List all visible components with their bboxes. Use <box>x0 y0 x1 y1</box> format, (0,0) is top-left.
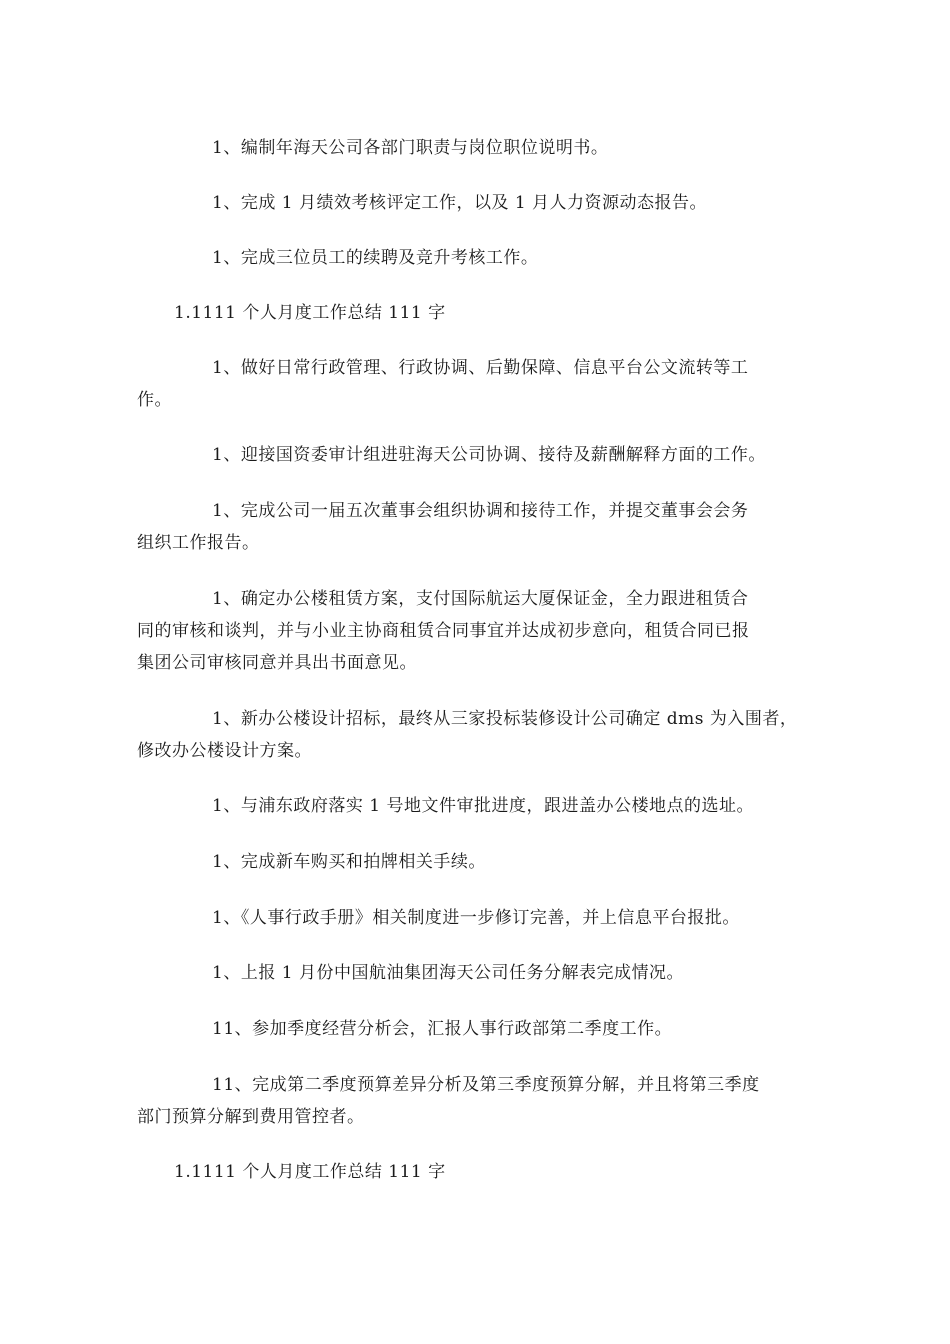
paragraph-line: 1、完成三位员工的续聘及竞升考核工作。 <box>212 248 539 268</box>
paragraph-line: 11、完成第二季度预算差异分析及第三季度预算分解，并且将第三季度 <box>212 1075 760 1095</box>
paragraph-line: 作。 <box>137 390 172 410</box>
section-heading: 1.1111 个人月度工作总结 111 字 <box>174 1162 446 1182</box>
paragraph-line: 1、《人事行政手册》相关制度进一步修订完善，并上信息平台报批。 <box>212 908 740 928</box>
paragraph-line: 1、做好日常行政管理、行政协调、后勤保障、信息平台公文流转等工 <box>212 358 749 378</box>
paragraph-line: 组织工作报告。 <box>137 533 260 553</box>
paragraph-line: 1、与浦东政府落实 1 号地文件审批进度，跟进盖办公楼地点的选址。 <box>212 796 754 816</box>
paragraph-line: 集团公司审核同意并具出书面意见。 <box>137 653 417 673</box>
paragraph-line: 1、完成 1 月绩效考核评定工作，以及 1 月人力资源动态报告。 <box>212 193 708 213</box>
paragraph-line: 修改办公楼设计方案。 <box>137 741 312 761</box>
paragraph-line: 1、上报 1 月份中国航油集团海天公司任务分解表完成情况。 <box>212 963 684 983</box>
paragraph-line: 部门预算分解到费用管控者。 <box>137 1107 365 1127</box>
paragraph-line: 同的审核和谈判，并与小业主协商租赁合同事宜并达成初步意向，租赁合同已报 <box>137 621 750 641</box>
paragraph-line: 1、完成新车购买和拍牌相关手续。 <box>212 852 486 872</box>
paragraph-line: 11、参加季度经营分析会，汇报人事行政部第二季度工作。 <box>212 1019 673 1039</box>
paragraph-line: 1、完成公司一届五次董事会组织协调和接待工作，并提交董事会会务 <box>212 501 749 521</box>
section-heading: 1.1111 个人月度工作总结 111 字 <box>174 303 446 323</box>
paragraph-line: 1、编制年海天公司各部门职责与岗位职位说明书。 <box>212 138 609 158</box>
paragraph-line: 1、确定办公楼租赁方案，支付国际航运大厦保证金，全力跟进租赁合 <box>212 589 749 609</box>
paragraph-line: 1、新办公楼设计招标，最终从三家投标装修设计公司确定 dms 为入围者， <box>212 709 798 729</box>
paragraph-line: 1、迎接国资委审计组进驻海天公司协调、接待及薪酬解释方面的工作。 <box>212 445 766 465</box>
